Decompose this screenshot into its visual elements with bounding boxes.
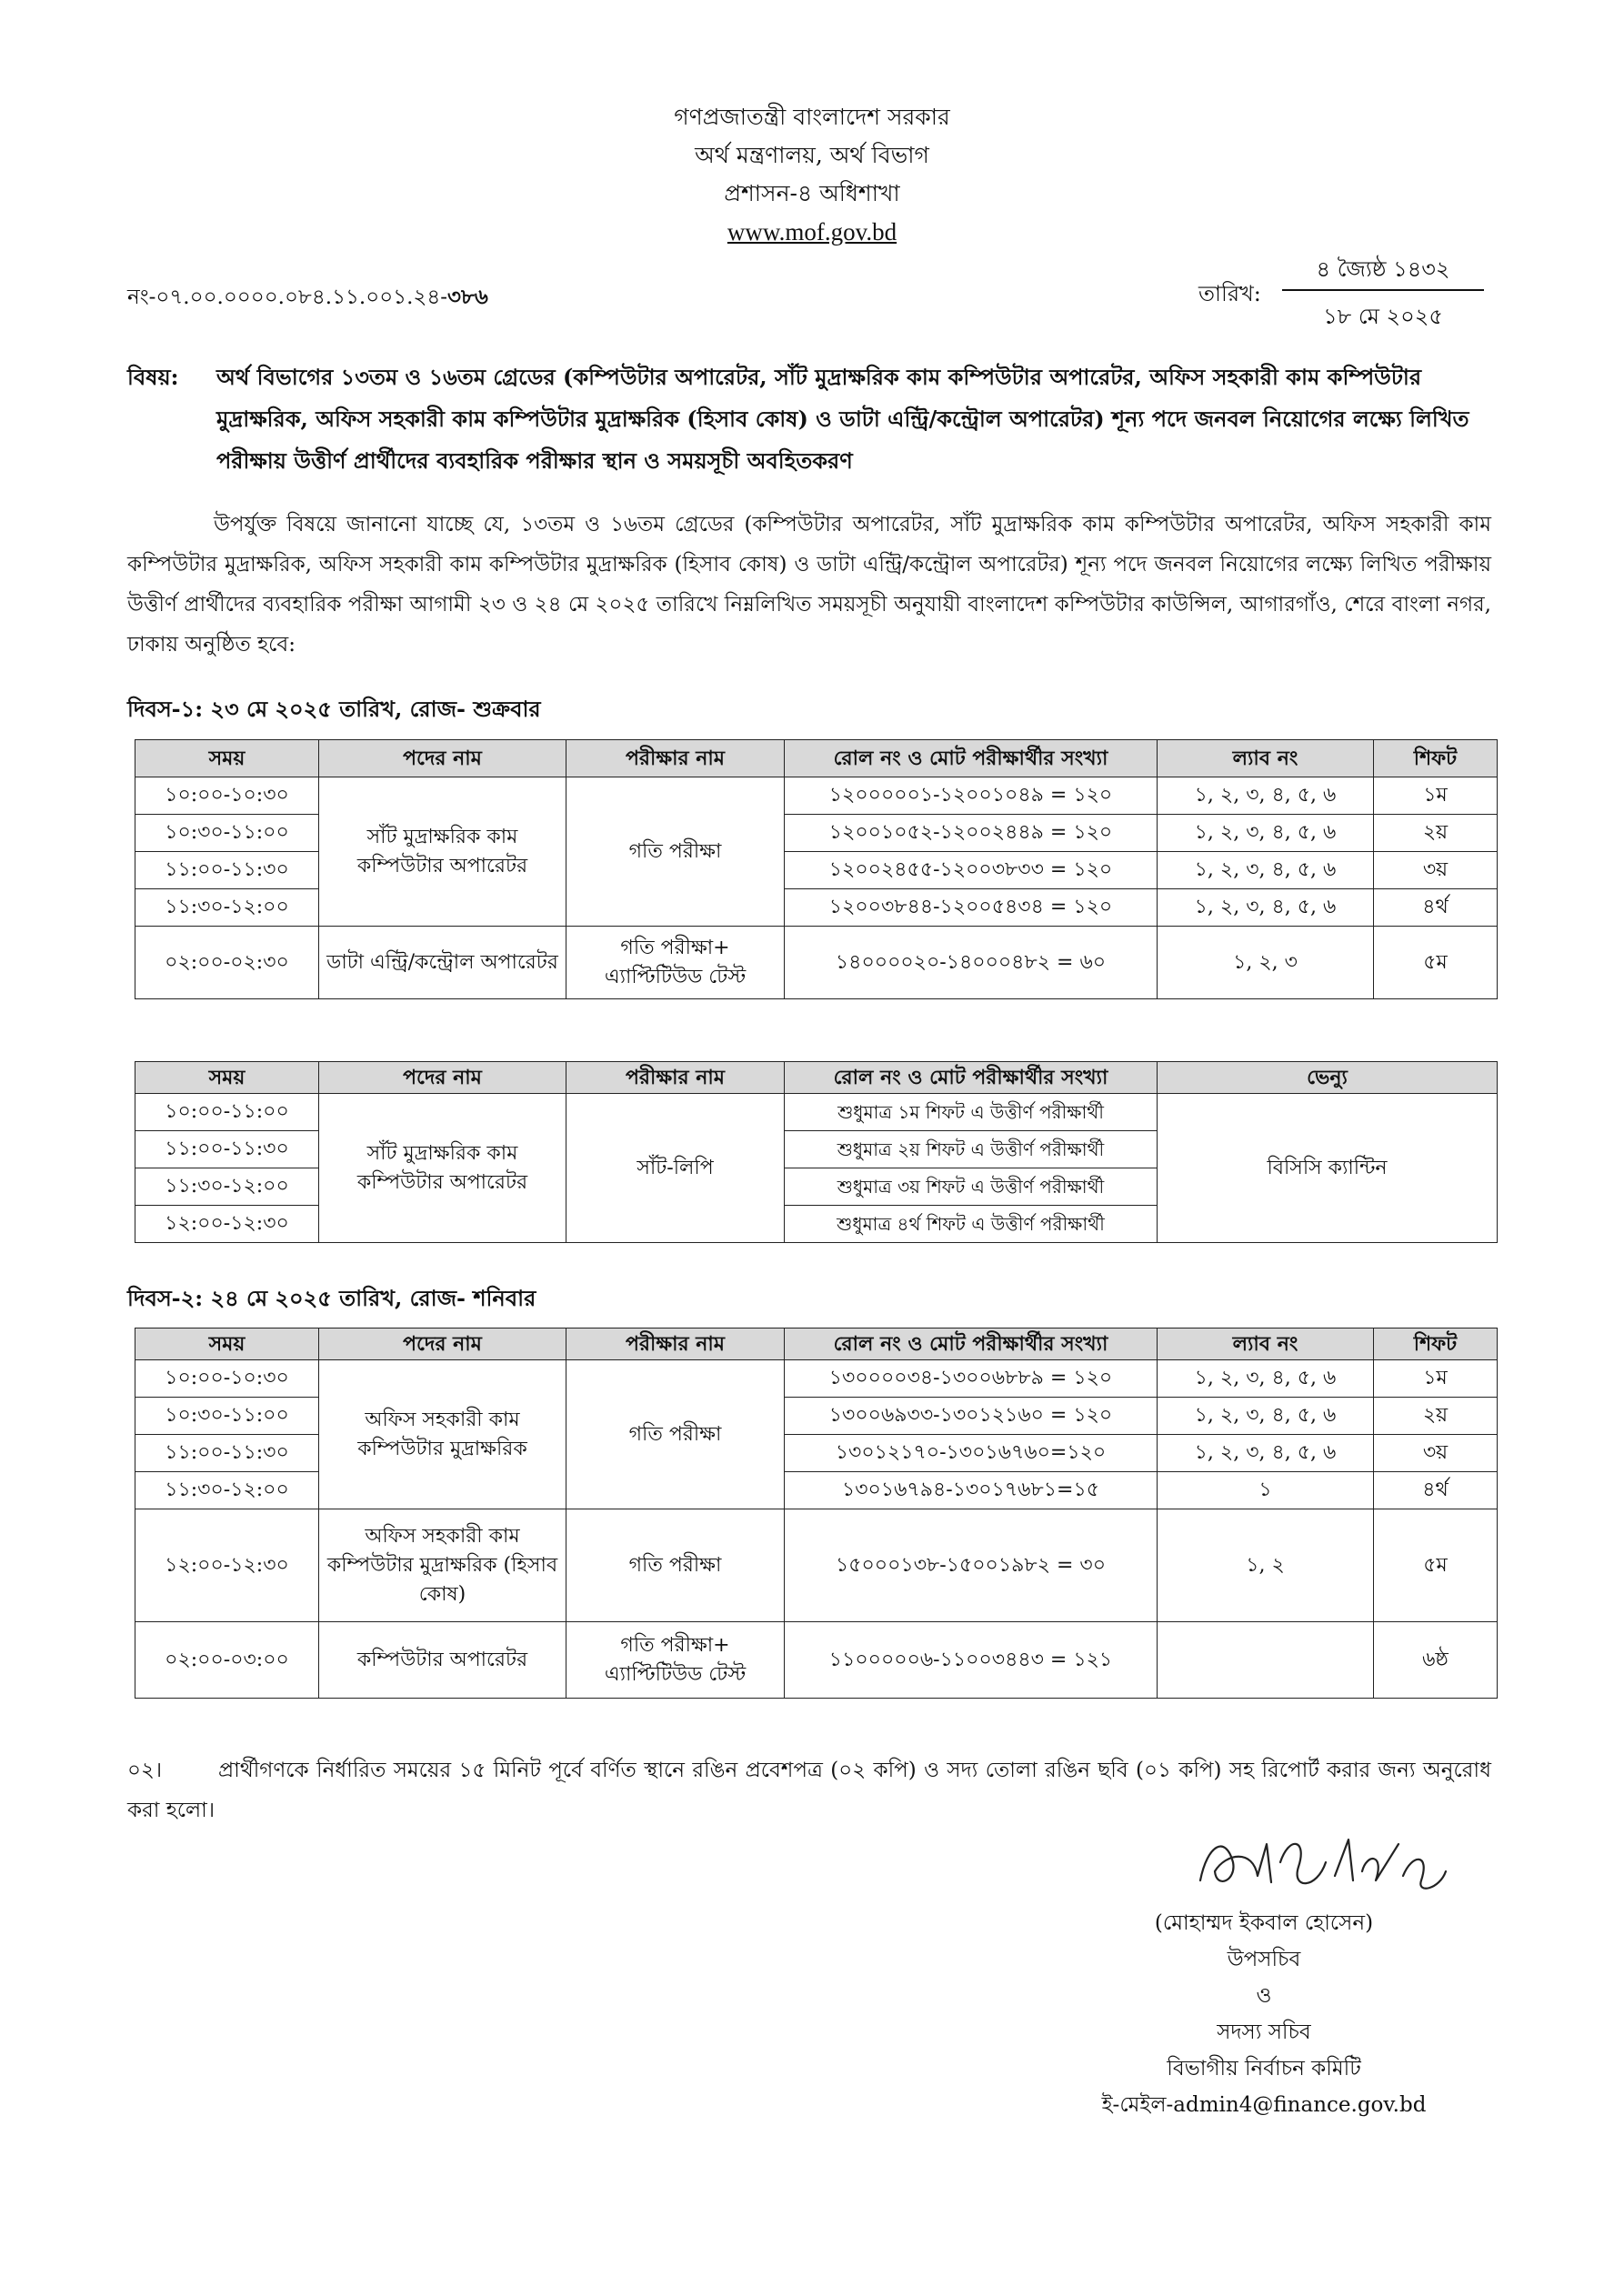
roll-cell: ১২০০০০০১-১২০০১০৪৯ = ১২০: [785, 777, 1158, 815]
roll-cell: শুধুমাত্র ১ম শিফট এ উত্তীর্ণ পরীক্ষার্থী: [785, 1094, 1158, 1131]
roll-cell: ১৪০০০০২০-১৪০০০৪৮২ = ৬০: [785, 927, 1158, 999]
memo-number-suffix: ৩৮৬: [447, 285, 488, 309]
col-header: শিফট: [1374, 1328, 1498, 1360]
shift-cell: ২য়: [1374, 1398, 1498, 1435]
paragraph-number: ০২।: [127, 1759, 163, 1782]
shift-cell: ৬ষ্ঠ: [1374, 1622, 1498, 1699]
lab-cell: ১, ২, ৩, ৪, ৫, ৬: [1158, 1360, 1374, 1398]
col-header: সময়: [135, 740, 319, 777]
day2-lab-table: [135, 1328, 1498, 1699]
shift-cell: ২য়: [1374, 815, 1498, 852]
shift-cell: ১ম: [1374, 1360, 1498, 1398]
table-header-row: [135, 740, 1498, 777]
time-cell: ০২:০০-০৩:০০: [135, 1622, 319, 1699]
day1-lab-table: [135, 739, 1498, 999]
exam-cell: গতি পরীক্ষা: [566, 1360, 785, 1509]
time-cell: ১০:৩০-১১:০০: [135, 1398, 319, 1435]
lab-cell: [1158, 1622, 1374, 1699]
instruction-paragraph: [127, 1750, 1491, 1830]
col-header: পদের নাম: [319, 1328, 566, 1360]
letterhead: [0, 98, 1624, 251]
table-header-row: [135, 1062, 1498, 1094]
date-block: [1282, 253, 1484, 336]
col-header: পদের নাম: [319, 740, 566, 777]
post-cell: সাঁট মুদ্রাক্ষরিক কাম কম্পিউটার অপারেটর: [319, 1094, 566, 1243]
memo-number-prefix: নং-০৭.০০.০০০০.০৮৪.১১.০০১.২৪-: [127, 286, 448, 309]
time-cell: ১১:০০-১১:৩০: [135, 1131, 319, 1168]
date-english: ১৮ মে ২০২৫: [1323, 304, 1443, 329]
signatory-email[interactable]: ই-মেইল-admin4@finance.gov.bd: [1101, 2093, 1427, 2117]
table-row: [135, 1509, 1498, 1622]
time-cell: ১২:০০-১২:৩০: [135, 1206, 319, 1243]
shift-cell: ৪র্থ: [1374, 1472, 1498, 1509]
body-paragraph: উপর্যুক্ত বিষয়ে জানানো যাচ্ছে যে, ১৩তম ও ১৬তম গ্রেডের (কম্পিউটার অপারেটর, সাঁট মুদ্রাক্ষরিক কাম কম্পিউটার অপারেটর, অফিস সহকারী কাম কম্পিউটার মুদ্রাক্ষরিক, অফিস সহকারী কাম কম্পিউটার মুদ্রাক্ষরিক (হিসাব কোষ) ও ডাটা এন্ট্রি/কন্ট্রোল অপারেটর) শূন্য পদে জনবল নিয়োগের লক্ষ্যে লিখিত পরীক্ষায় উত্তীর্ণ প্রার্থীদের ব্যবহারিক পরীক্ষা আগামী ২৩ ও ২৪ মে ২০২৫ তারিখে নিম্নলিখিত সময়সূচী অনুযায়ী বাংলাদেশ কম্পিউটার কাউন্সিল, আগারগাঁও, শেরে বাংলা নগর, ঢাকায় অনুষ্ঠিত হবে:: [127, 513, 1491, 657]
col-header: শিফট: [1374, 740, 1498, 777]
roll-cell: ১২০০৩৮৪৪-১২০০৫৪৩৪ = ১২০: [785, 889, 1158, 927]
col-header: ভেন্যু: [1158, 1062, 1498, 1094]
signatory-conjunction: ও: [1256, 1984, 1272, 2008]
col-header: পদের নাম: [319, 1062, 566, 1094]
roll-cell: ১১০০০০০৬-১১০০৩৪৪৩ = ১২১: [785, 1622, 1158, 1699]
time-cell: ১১:০০-১১:৩০: [135, 1435, 319, 1472]
table-row: [135, 1360, 1498, 1398]
shift-cell: ৪র্থ: [1374, 889, 1498, 927]
ministry-name: অর্থ মন্ত্রণালয়, অর্থ বিভাগ: [695, 142, 929, 168]
table-row: [135, 1094, 1498, 1131]
day1-shorthand-table: [135, 1061, 1498, 1243]
roll-cell: শুধুমাত্র ৩য় শিফট এ উত্তীর্ণ পরীক্ষার্থী: [785, 1168, 1158, 1206]
table-row: [135, 777, 1498, 815]
govt-name: গণপ্রজাতন্ত্রী বাংলাদেশ সরকার: [674, 104, 950, 130]
exam-cell: গতি পরীক্ষা+ এ্যাপ্টিটিউড টেস্ট: [566, 927, 785, 999]
lab-cell: ১, ২, ৩, ৪, ৫, ৬: [1158, 777, 1374, 815]
col-header: সময়: [135, 1062, 319, 1094]
lab-cell: ১, ২, ৩: [1158, 927, 1374, 999]
wing-name: প্রশাসন-৪ অধিশাখা: [724, 180, 900, 206]
post-cell: কম্পিউটার অপারেটর: [319, 1622, 566, 1699]
roll-cell: শুধুমাত্র ৪র্থ শিফট এ উত্তীর্ণ পরীক্ষার্থী: [785, 1206, 1158, 1243]
lab-cell: ১, ২, ৩, ৪, ৫, ৬: [1158, 889, 1374, 927]
lab-cell: ১: [1158, 1472, 1374, 1509]
time-cell: ১২:০০-১২:৩০: [135, 1509, 319, 1622]
time-cell: ১১:০০-১১:৩০: [135, 852, 319, 889]
exam-cell: গতি পরীক্ষা+ এ্যাপ্টিটিউড টেস্ট: [566, 1622, 785, 1699]
col-header: রোল নং ও মোট পরীক্ষার্থীর সংখ্যা: [785, 740, 1158, 777]
signature-scribble: [1189, 1826, 1453, 1908]
time-cell: ১১:৩০-১২:০০: [135, 889, 319, 927]
col-header: ল্যাব নং: [1158, 1328, 1374, 1360]
col-header: পরীক্ষার নাম: [566, 1062, 785, 1094]
date-label: তারিখ:: [1198, 281, 1261, 306]
subject-label: বিষয়:: [127, 364, 179, 390]
signatory-committee: বিভাগীয় নির্বাচন কমিটি: [1167, 2057, 1361, 2080]
day2-heading: দিবস-২: ২৪ মে ২০২৫ তারিখ, রোজ- শনিবার: [127, 1285, 536, 1311]
lab-cell: ১, ২, ৩, ৪, ৫, ৬: [1158, 852, 1374, 889]
col-header: পরীক্ষার নাম: [566, 740, 785, 777]
col-header: পরীক্ষার নাম: [566, 1328, 785, 1360]
date-bangla: ৪ জ্যৈষ্ঠ ১৪৩২: [1282, 253, 1484, 291]
col-header: রোল নং ও মোট পরীক্ষার্থীর সংখ্যা: [785, 1062, 1158, 1094]
col-header: ল্যাব নং: [1158, 740, 1374, 777]
day1-heading: দিবস-১: ২৩ মে ২০২৫ তারিখ, রোজ- শুক্রবার: [127, 696, 541, 722]
subject-text: অর্থ বিভাগের ১৩তম ও ১৬তম গ্রেডের (কম্পিউটার অপারেটর, সাঁট মুদ্রাক্ষরিক কাম কম্পিউটার অপারেটর, অফিস সহকারী কাম কম্পিউটার মুদ্রাক্ষরিক, অফিস সহকারী কাম কম্পিউটার মুদ্রাক্ষরিক (হিসাব কোষ) ও ডাটা এন্ট্রি/কন্ট্রোল অপারেটর) শূন্য পদে জনবল নিয়োগের লক্ষ্যে লিখিত পরীক্ষায় উত্তীর্ণ প্রার্থীদের ব্যবহারিক পরীক্ষার স্থান ও সময়সূচী অবহিতকরণ: [216, 364, 1469, 474]
post-cell: অফিস সহকারী কাম কম্পিউটার মুদ্রাক্ষরিক: [319, 1360, 566, 1509]
col-header: রোল নং ও মোট পরীক্ষার্থীর সংখ্যা: [785, 1328, 1158, 1360]
exam-cell: গতি পরীক্ষা: [566, 1509, 785, 1622]
shift-cell: ৫ম: [1374, 1509, 1498, 1622]
table-header-row: [135, 1328, 1498, 1360]
exam-cell: সাঁট-লিপি: [566, 1094, 785, 1243]
time-cell: ১০:০০-১০:৩০: [135, 1360, 319, 1398]
roll-cell: ১৩০১৬৭৯৪-১৩০১৭৬৮১=১৫: [785, 1472, 1158, 1509]
roll-cell: ১২০০১০৫২-১২০০২৪৪৯ = ১২০: [785, 815, 1158, 852]
roll-cell: ১৩০১২১৭০-১৩০১৬৭৬০=১২০: [785, 1435, 1158, 1472]
time-cell: ১০:০০-১০:৩০: [135, 777, 319, 815]
signatory-role: সদস্য সচিব: [1217, 2020, 1311, 2044]
exam-cell: গতি পরীক্ষা: [566, 777, 785, 927]
time-cell: ০২:০০-০২:৩০: [135, 927, 319, 999]
handwritten-signature: [1189, 1826, 1453, 1911]
shift-cell: ১ম: [1374, 777, 1498, 815]
roll-cell: ১৩০০৬৯৩৩-১৩০১২১৬০ = ১২০: [785, 1398, 1158, 1435]
lab-cell: ১, ২, ৩, ৪, ৫, ৬: [1158, 1398, 1374, 1435]
lab-cell: ১, ২: [1158, 1509, 1374, 1622]
post-cell: অফিস সহকারী কাম কম্পিউটার মুদ্রাক্ষরিক (হিসাব কোষ): [319, 1509, 566, 1622]
table-row: [135, 927, 1498, 999]
venue-cell: বিসিসি ক্যান্টিন: [1158, 1094, 1498, 1243]
shift-cell: ৩য়: [1374, 852, 1498, 889]
time-cell: ১০:০০-১১:০০: [135, 1094, 319, 1131]
roll-cell: ১২০০২৪৫৫-১২০০৩৮৩৩ = ১২০: [785, 852, 1158, 889]
shift-cell: ৩য়: [1374, 1435, 1498, 1472]
lab-cell: ১, ২, ৩, ৪, ৫, ৬: [1158, 1435, 1374, 1472]
signatory-name: (মোহাম্মদ ইকবাল হোসেন): [1154, 1911, 1374, 1935]
table-row: [135, 1622, 1498, 1699]
roll-cell: ১৩০০০০৩৪-১৩০০৬৮৮৯ = ১২০: [785, 1360, 1158, 1398]
roll-cell: শুধুমাত্র ২য় শিফট এ উত্তীর্ণ পরীক্ষার্থী: [785, 1131, 1158, 1168]
post-cell: সাঁট মুদ্রাক্ষরিক কাম কম্পিউটার অপারেটর: [319, 777, 566, 927]
time-cell: ১১:৩০-১২:০০: [135, 1168, 319, 1206]
time-cell: ১০:৩০-১১:০০: [135, 815, 319, 852]
roll-cell: ১৫০০০১৩৮-১৫০০১৯৮২ = ৩০: [785, 1509, 1158, 1622]
memo-number: [127, 280, 488, 316]
shift-cell: ৫ম: [1374, 927, 1498, 999]
signatory-block: [1037, 1905, 1491, 2123]
lab-cell: ১, ২, ৩, ৪, ৫, ৬: [1158, 815, 1374, 852]
website-link[interactable]: www.mof.gov.bd: [727, 218, 897, 246]
col-header: সময়: [135, 1328, 319, 1360]
post-cell: ডাটা এন্ট্রি/কন্ট্রোল অপারেটর: [319, 927, 566, 999]
instruction-text: প্রার্থীগণকে নির্ধারিত সময়ের ১৫ মিনিট পূর্বে বর্ণিত স্থানে রঙিন প্রবেশপত্র (০২ কপি) ও সদ্য তোলা রঙিন ছবি (০১ কপি) সহ রিপোর্ট করার জন্য অনুরোধ করা হলো।: [127, 1759, 1491, 1822]
time-cell: ১১:৩০-১২:০০: [135, 1472, 319, 1509]
signatory-designation: উপসচিব: [1227, 1948, 1301, 1971]
